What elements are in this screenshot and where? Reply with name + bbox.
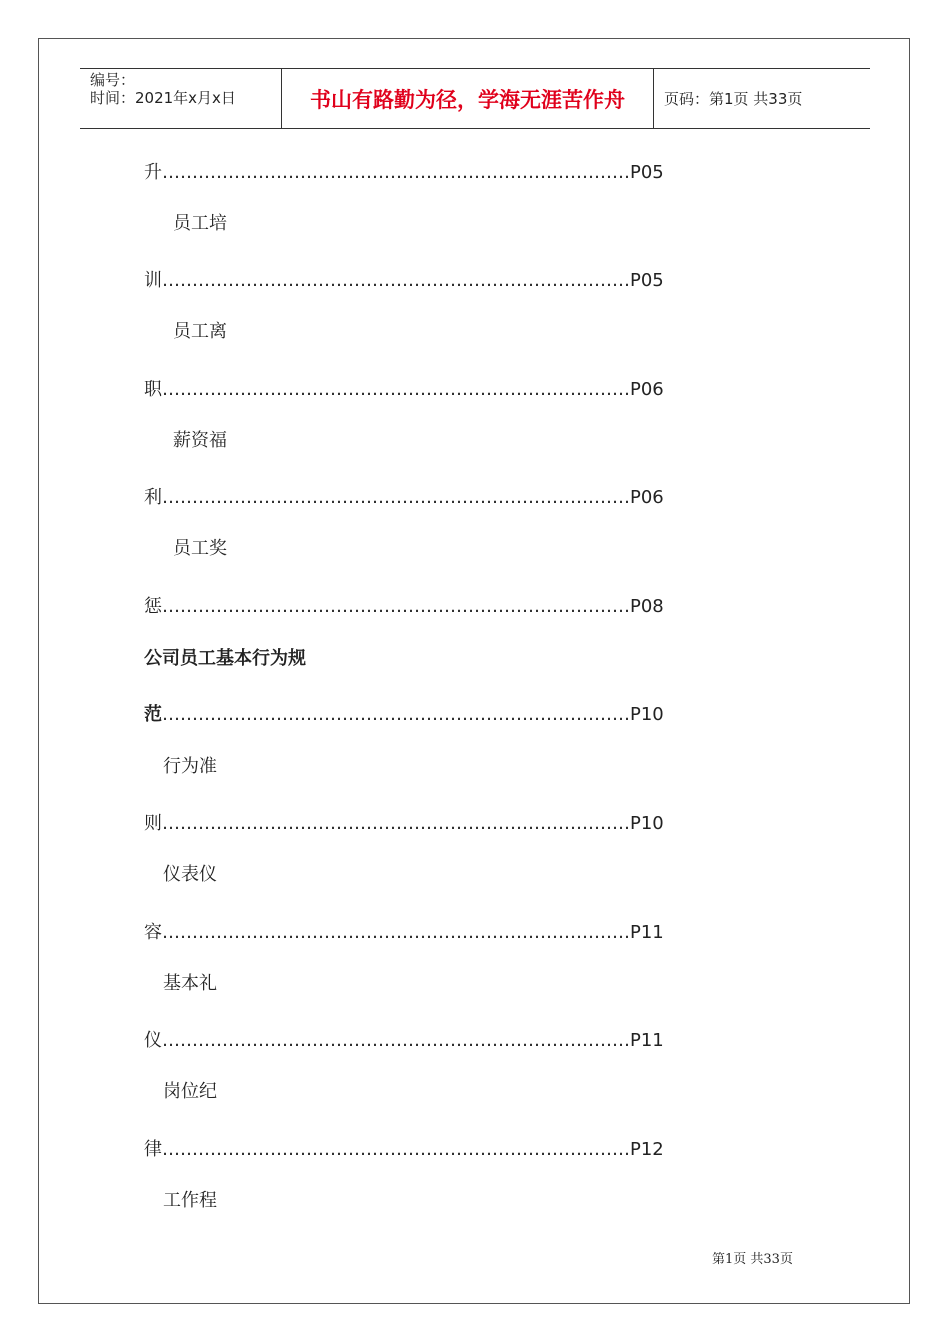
toc-subentry: 基本礼 bbox=[163, 973, 217, 994]
header-motto: 书山有路勤为径，学海无涯苦作舟 bbox=[281, 69, 654, 128]
toc-entry[interactable]: 律……………………………………………………………………P12 bbox=[144, 1139, 664, 1160]
toc-subentry: 工作程 bbox=[163, 1190, 217, 1211]
document-number: 编号： bbox=[90, 71, 136, 89]
toc-entry[interactable]: 训……………………………………………………………………P05 bbox=[144, 270, 664, 291]
toc-entry[interactable]: 仪……………………………………………………………………P11 bbox=[144, 1030, 664, 1051]
toc-entry[interactable]: 职……………………………………………………………………P06 bbox=[144, 379, 664, 400]
header-page-number: 页码：第1页 共33页 bbox=[664, 90, 803, 108]
toc-subentry: 员工培 bbox=[173, 213, 227, 234]
toc-entry[interactable]: 升……………………………………………………………………P05 bbox=[144, 162, 664, 183]
toc-subentry: 仪表仪 bbox=[163, 864, 217, 885]
document-time: 时间：2021年x月x日 bbox=[90, 89, 236, 107]
toc-subentry: 员工奖 bbox=[173, 538, 227, 559]
page-header bbox=[80, 68, 870, 129]
toc-subentry: 薪资福 bbox=[173, 430, 227, 451]
header-meta bbox=[80, 69, 281, 128]
toc-entry[interactable]: 则……………………………………………………………………P10 bbox=[144, 813, 664, 834]
toc-subentry: 岗位纪 bbox=[163, 1081, 217, 1102]
toc-entry[interactable]: 容……………………………………………………………………P11 bbox=[144, 922, 664, 943]
toc-entry[interactable]: 范……………………………………………………………………P10 bbox=[144, 704, 664, 725]
page-footer: 第1页 共33页 bbox=[712, 1252, 793, 1267]
toc-section-heading: 公司员工基本行为规 bbox=[144, 648, 306, 669]
page-frame bbox=[38, 38, 910, 1304]
toc-subentry: 员工离 bbox=[173, 321, 227, 342]
toc-entry[interactable]: 利……………………………………………………………………P06 bbox=[144, 487, 664, 508]
toc-entry[interactable]: 惩……………………………………………………………………P08 bbox=[144, 596, 664, 617]
toc-subentry: 行为准 bbox=[163, 756, 217, 777]
